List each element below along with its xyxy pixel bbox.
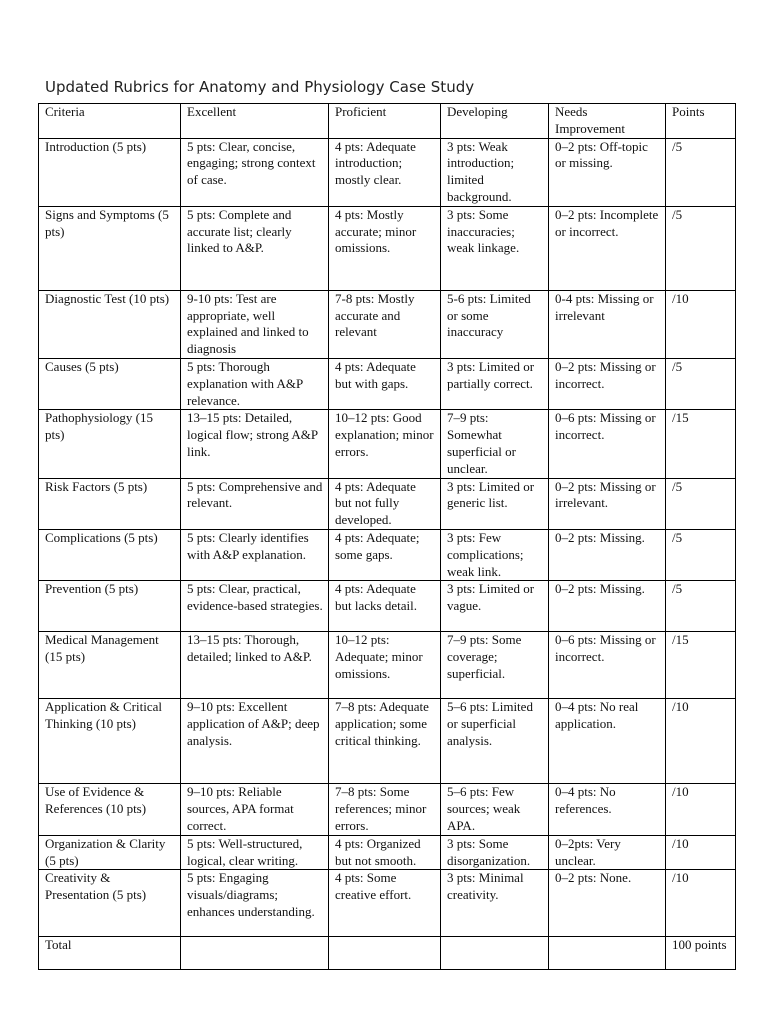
- proficient-cell: 4 pts: Adequate but lacks detail.: [329, 581, 441, 632]
- column-header-developing: Developing: [441, 104, 549, 139]
- rubric-body: [39, 138, 736, 937]
- needs-improvement-cell: 0–6 pts: Missing or incorrect.: [549, 410, 666, 478]
- points-cell: /5: [666, 358, 736, 409]
- header-row: [39, 104, 736, 139]
- excellent-cell: 5 pts: Clear, concise, engaging; strong context of case.: [181, 138, 329, 206]
- points-cell: /15: [666, 410, 736, 478]
- developing-cell: 3 pts: Limited or partially correct.: [441, 358, 549, 409]
- criteria-cell: Complications (5 pts): [39, 529, 181, 580]
- total-points: 100 points: [666, 937, 736, 970]
- table-row: [39, 581, 736, 632]
- points-cell: /10: [666, 870, 736, 937]
- column-header-needs-improvement: Needs Improvement: [549, 104, 666, 139]
- rubric-table: [38, 103, 736, 970]
- developing-cell: 3 pts: Limited or generic list.: [441, 478, 549, 529]
- needs-improvement-cell: 0-4 pts: Missing or irrelevant: [549, 290, 666, 358]
- excellent-cell: 5 pts: Complete and accurate list; clearly linked to A&P.: [181, 206, 329, 290]
- excellent-cell: 5 pts: Well-structured, logical, clear writing.: [181, 835, 329, 870]
- developing-cell: 5–6 pts: Few sources; weak APA.: [441, 784, 549, 835]
- table-row: [39, 138, 736, 206]
- criteria-cell: Causes (5 pts): [39, 358, 181, 409]
- needs-improvement-cell: 0–2 pts: None.: [549, 870, 666, 937]
- needs-improvement-cell: 0–2 pts: Missing or incorrect.: [549, 358, 666, 409]
- total-label: Total: [39, 937, 181, 970]
- needs-improvement-cell: 0–2 pts: Missing or irrelevant.: [549, 478, 666, 529]
- needs-improvement-cell: 0–2 pts: Missing.: [549, 529, 666, 580]
- points-cell: /10: [666, 290, 736, 358]
- points-cell: /10: [666, 699, 736, 784]
- excellent-cell: 13–15 pts: Thorough, detailed; linked to A&P.: [181, 632, 329, 699]
- points-cell: /5: [666, 206, 736, 290]
- excellent-cell: 9–10 pts: Reliable sources, APA format correct.: [181, 784, 329, 835]
- criteria-cell: Use of Evidence & References (10 pts): [39, 784, 181, 835]
- proficient-cell: 4 pts: Mostly accurate; minor omissions.: [329, 206, 441, 290]
- proficient-cell: 4 pts: Adequate but not fully developed.: [329, 478, 441, 529]
- total-row: [39, 937, 736, 970]
- points-cell: /5: [666, 478, 736, 529]
- proficient-cell: 7–8 pts: Adequate application; some critical thinking.: [329, 699, 441, 784]
- proficient-cell: 4 pts: Adequate; some gaps.: [329, 529, 441, 580]
- needs-improvement-cell: 0–2 pts: Missing.: [549, 581, 666, 632]
- points-cell: /5: [666, 581, 736, 632]
- developing-cell: 7–9 pts: Some coverage; superficial.: [441, 632, 549, 699]
- developing-cell: 3 pts: Minimal creativity.: [441, 870, 549, 937]
- developing-cell: 3 pts: Limited or vague.: [441, 581, 549, 632]
- proficient-cell: 4 pts: Adequate introduction; mostly clear.: [329, 138, 441, 206]
- column-header-criteria: Criteria: [39, 104, 181, 139]
- criteria-cell: Prevention (5 pts): [39, 581, 181, 632]
- table-row: [39, 529, 736, 580]
- table-row: [39, 835, 736, 870]
- excellent-cell: 9-10 pts: Test are appropriate, well explained and linked to diagnosis: [181, 290, 329, 358]
- developing-cell: 3 pts: Weak introduction; limited background.: [441, 138, 549, 206]
- excellent-cell: 5 pts: Clear, practical, evidence-based strategies.: [181, 581, 329, 632]
- criteria-cell: Creativity & Presentation (5 pts): [39, 870, 181, 937]
- criteria-cell: Organization & Clarity (5 pts): [39, 835, 181, 870]
- excellent-cell: 5 pts: Clearly identifies with A&P explanation.: [181, 529, 329, 580]
- table-row: [39, 699, 736, 784]
- developing-cell: 7–9 pts: Somewhat superficial or unclear.: [441, 410, 549, 478]
- needs-improvement-cell: 0–2 pts: Off-topic or missing.: [549, 138, 666, 206]
- table-row: [39, 358, 736, 409]
- points-cell: /15: [666, 632, 736, 699]
- table-row: [39, 784, 736, 835]
- proficient-cell: 4 pts: Organized but not smooth.: [329, 835, 441, 870]
- total-empty-cell: [181, 937, 329, 970]
- excellent-cell: 5 pts: Comprehensive and relevant.: [181, 478, 329, 529]
- criteria-cell: Risk Factors (5 pts): [39, 478, 181, 529]
- needs-improvement-cell: 0–4 pts: No real application.: [549, 699, 666, 784]
- criteria-cell: Introduction (5 pts): [39, 138, 181, 206]
- developing-cell: 5-6 pts: Limited or some inaccuracy: [441, 290, 549, 358]
- proficient-cell: 7–8 pts: Some references; minor errors.: [329, 784, 441, 835]
- criteria-cell: Signs and Symptoms (5 pts): [39, 206, 181, 290]
- criteria-cell: Diagnostic Test (10 pts): [39, 290, 181, 358]
- developing-cell: 3 pts: Few complications; weak link.: [441, 529, 549, 580]
- needs-improvement-cell: 0–6 pts: Missing or incorrect.: [549, 632, 666, 699]
- column-header-excellent: Excellent: [181, 104, 329, 139]
- points-cell: /5: [666, 138, 736, 206]
- table-row: [39, 206, 736, 290]
- proficient-cell: 4 pts: Some creative effort.: [329, 870, 441, 937]
- developing-cell: 3 pts: Some inaccuracies; weak linkage.: [441, 206, 549, 290]
- developing-cell: 5–6 pts: Limited or superficial analysis.: [441, 699, 549, 784]
- page-title: Updated Rubrics for Anatomy and Physiology Case Study: [45, 78, 475, 96]
- total-empty-cell: [441, 937, 549, 970]
- table-row: [39, 870, 736, 937]
- total-empty-cell: [329, 937, 441, 970]
- proficient-cell: 10–12 pts: Good explanation; minor errors.: [329, 410, 441, 478]
- excellent-cell: 9–10 pts: Excellent application of A&P; deep analysis.: [181, 699, 329, 784]
- column-header-proficient: Proficient: [329, 104, 441, 139]
- needs-improvement-cell: 0–2 pts: Incomplete or incorrect.: [549, 206, 666, 290]
- excellent-cell: 5 pts: Engaging visuals/diagrams; enhances understanding.: [181, 870, 329, 937]
- developing-cell: 3 pts: Some disorganization.: [441, 835, 549, 870]
- table-row: [39, 632, 736, 699]
- table-row: [39, 478, 736, 529]
- criteria-cell: Medical Management (15 pts): [39, 632, 181, 699]
- table-row: [39, 290, 736, 358]
- total-empty-cell: [549, 937, 666, 970]
- proficient-cell: 4 pts: Adequate but with gaps.: [329, 358, 441, 409]
- excellent-cell: 13–15 pts: Detailed, logical flow; strong A&P link.: [181, 410, 329, 478]
- excellent-cell: 5 pts: Thorough explanation with A&P relevance.: [181, 358, 329, 409]
- column-header-points: Points: [666, 104, 736, 139]
- proficient-cell: 7-8 pts: Mostly accurate and relevant: [329, 290, 441, 358]
- table-row: [39, 410, 736, 478]
- points-cell: /5: [666, 529, 736, 580]
- needs-improvement-cell: 0–2pts: Very unclear.: [549, 835, 666, 870]
- needs-improvement-cell: 0–4 pts: No references.: [549, 784, 666, 835]
- points-cell: /10: [666, 835, 736, 870]
- criteria-cell: Application & Critical Thinking (10 pts): [39, 699, 181, 784]
- points-cell: /10: [666, 784, 736, 835]
- proficient-cell: 10–12 pts: Adequate; minor omissions.: [329, 632, 441, 699]
- criteria-cell: Pathophysiology (15 pts): [39, 410, 181, 478]
